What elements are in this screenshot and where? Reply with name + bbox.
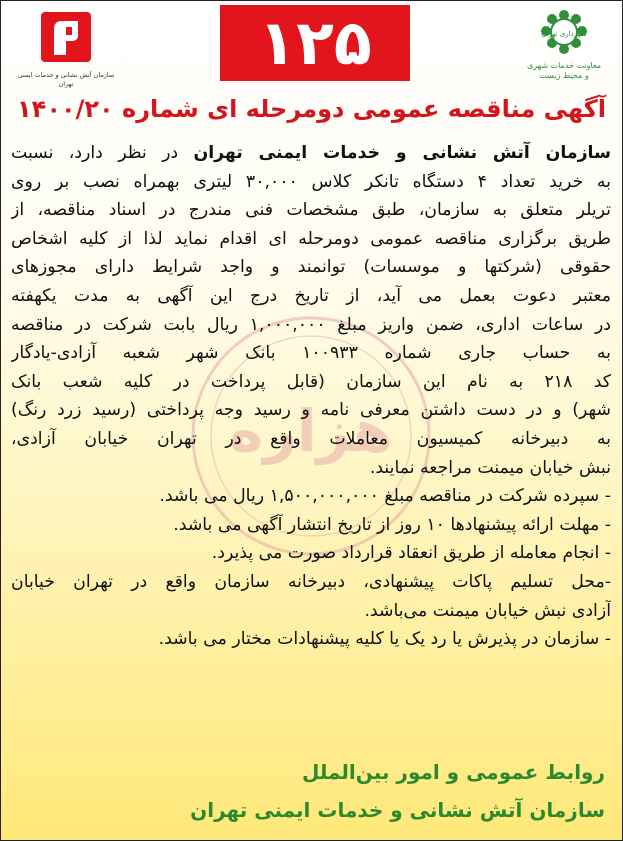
bullet-contract: - انجام معامله از طریق انعقاد قرارداد صورت می پذیرد. xyxy=(211,543,611,564)
fire-department-logo xyxy=(11,9,121,87)
signature-department: روابط عمومی و امور بین‌الملل xyxy=(302,760,605,784)
body-line: در ساعات اداری، ضمن واریز مبلغ ۱,۰۰۰,۰۰۰ ریال بابت شرکت در مناقصه xyxy=(11,314,611,335)
body-line: به دبیرخانه کمیسیون معاملات واقع در تهران خیابان آزادی، xyxy=(11,428,611,449)
body-line: کد ۲۱۸ به نام این سازمان (قابل پرداخت در کلیه شعب بانک xyxy=(11,371,611,392)
body-line: طریق برگزاری مناقصه عمومی دومرحله ای اقدام نماید لذا از کلیه اشخاص xyxy=(11,228,611,249)
body-line-1-rest: در نظر دارد، نسبت xyxy=(11,143,194,163)
organization-name: سازمان آتش نشانی و خدمات ایمنی تهران xyxy=(193,143,611,163)
municipality-logo xyxy=(521,9,607,89)
body-line: شهر) و در دست داشتن معرفی نامه و رسید وجه پرداختی (رسید زرد رنگ) xyxy=(11,400,611,421)
ad-signature xyxy=(11,753,611,829)
body-line: تریلر متعلق به سازمان، طبق مشخصات فنی مندرج در اسناد مناقصه، از xyxy=(11,200,611,221)
body-line: نبش خیابان میمنت مراجعه نمایند. xyxy=(369,457,611,478)
municipality-seal-text: شهرداری تهران xyxy=(541,30,587,38)
ad-header xyxy=(1,1,622,89)
municipality-logo-text-line2: و محیط زیست xyxy=(539,71,589,80)
ad-title: آگهی مناقصه عمومی دومرحله ای شماره ۱۴۰۰/۲۰ xyxy=(17,95,606,123)
bullet-submission-place: -محل تسلیم پاکات پیشنهادی، دبیرخانه سازمان واقع در تهران خیابان xyxy=(11,571,611,592)
body-line: حقوقی (شرکتها و موسسات) توانمند و واجد شرایط دارای مجوزهای xyxy=(11,257,611,278)
municipality-logo-text-line1: معاونت خدمات شهری xyxy=(526,61,602,70)
fire-department-logo-text: سازمان آتش نشانی و خدمات ایمنی تهران xyxy=(17,71,115,88)
signature-organization: سازمان آتش نشانی و خدمات ایمنی تهران xyxy=(190,798,605,822)
municipality-seal-icon xyxy=(538,9,590,57)
watermark-text: هزاره xyxy=(229,397,393,465)
body-line: به خرید تعداد ۴ دستگاه تانکر کلاس ۳۰,۰۰۰ لیتری بهمراه نصب بر روی xyxy=(11,171,611,192)
bullet-rights: - سازمان در پذیرش یا رد یک یا کلیه پیشنهادات مختار می باشد. xyxy=(158,629,611,650)
ad-body xyxy=(11,139,611,654)
body-line xyxy=(11,139,611,168)
bullet-deadline: - مهلت ارائه پیشنهادها ۱۰ روز از تاریخ انتشار آگهی می باشد. xyxy=(173,514,611,535)
body-line: معتبر دعوت بعمل می آید، از تاریخ درج این آگهی به مدت یکهفته xyxy=(11,285,611,306)
fire-department-emblem-icon xyxy=(38,9,94,65)
municipality-logo-text xyxy=(521,61,607,81)
bullet-submission-place-cont: آزادی نبش خیابان میمنت می‌باشد. xyxy=(364,600,611,621)
bullet-deposit: - سپرده شرکت در مناقصه مبلغ ۱,۵۰۰,۰۰۰,۰۰۰ ریال می باشد. xyxy=(159,486,611,507)
ad-number-badge: ۱۲۵ xyxy=(220,5,410,81)
body-line: به حساب جاری شماره ۱۰۰۹۳۳ بانک شهر شعبه آزادی-یادگار xyxy=(11,343,611,364)
